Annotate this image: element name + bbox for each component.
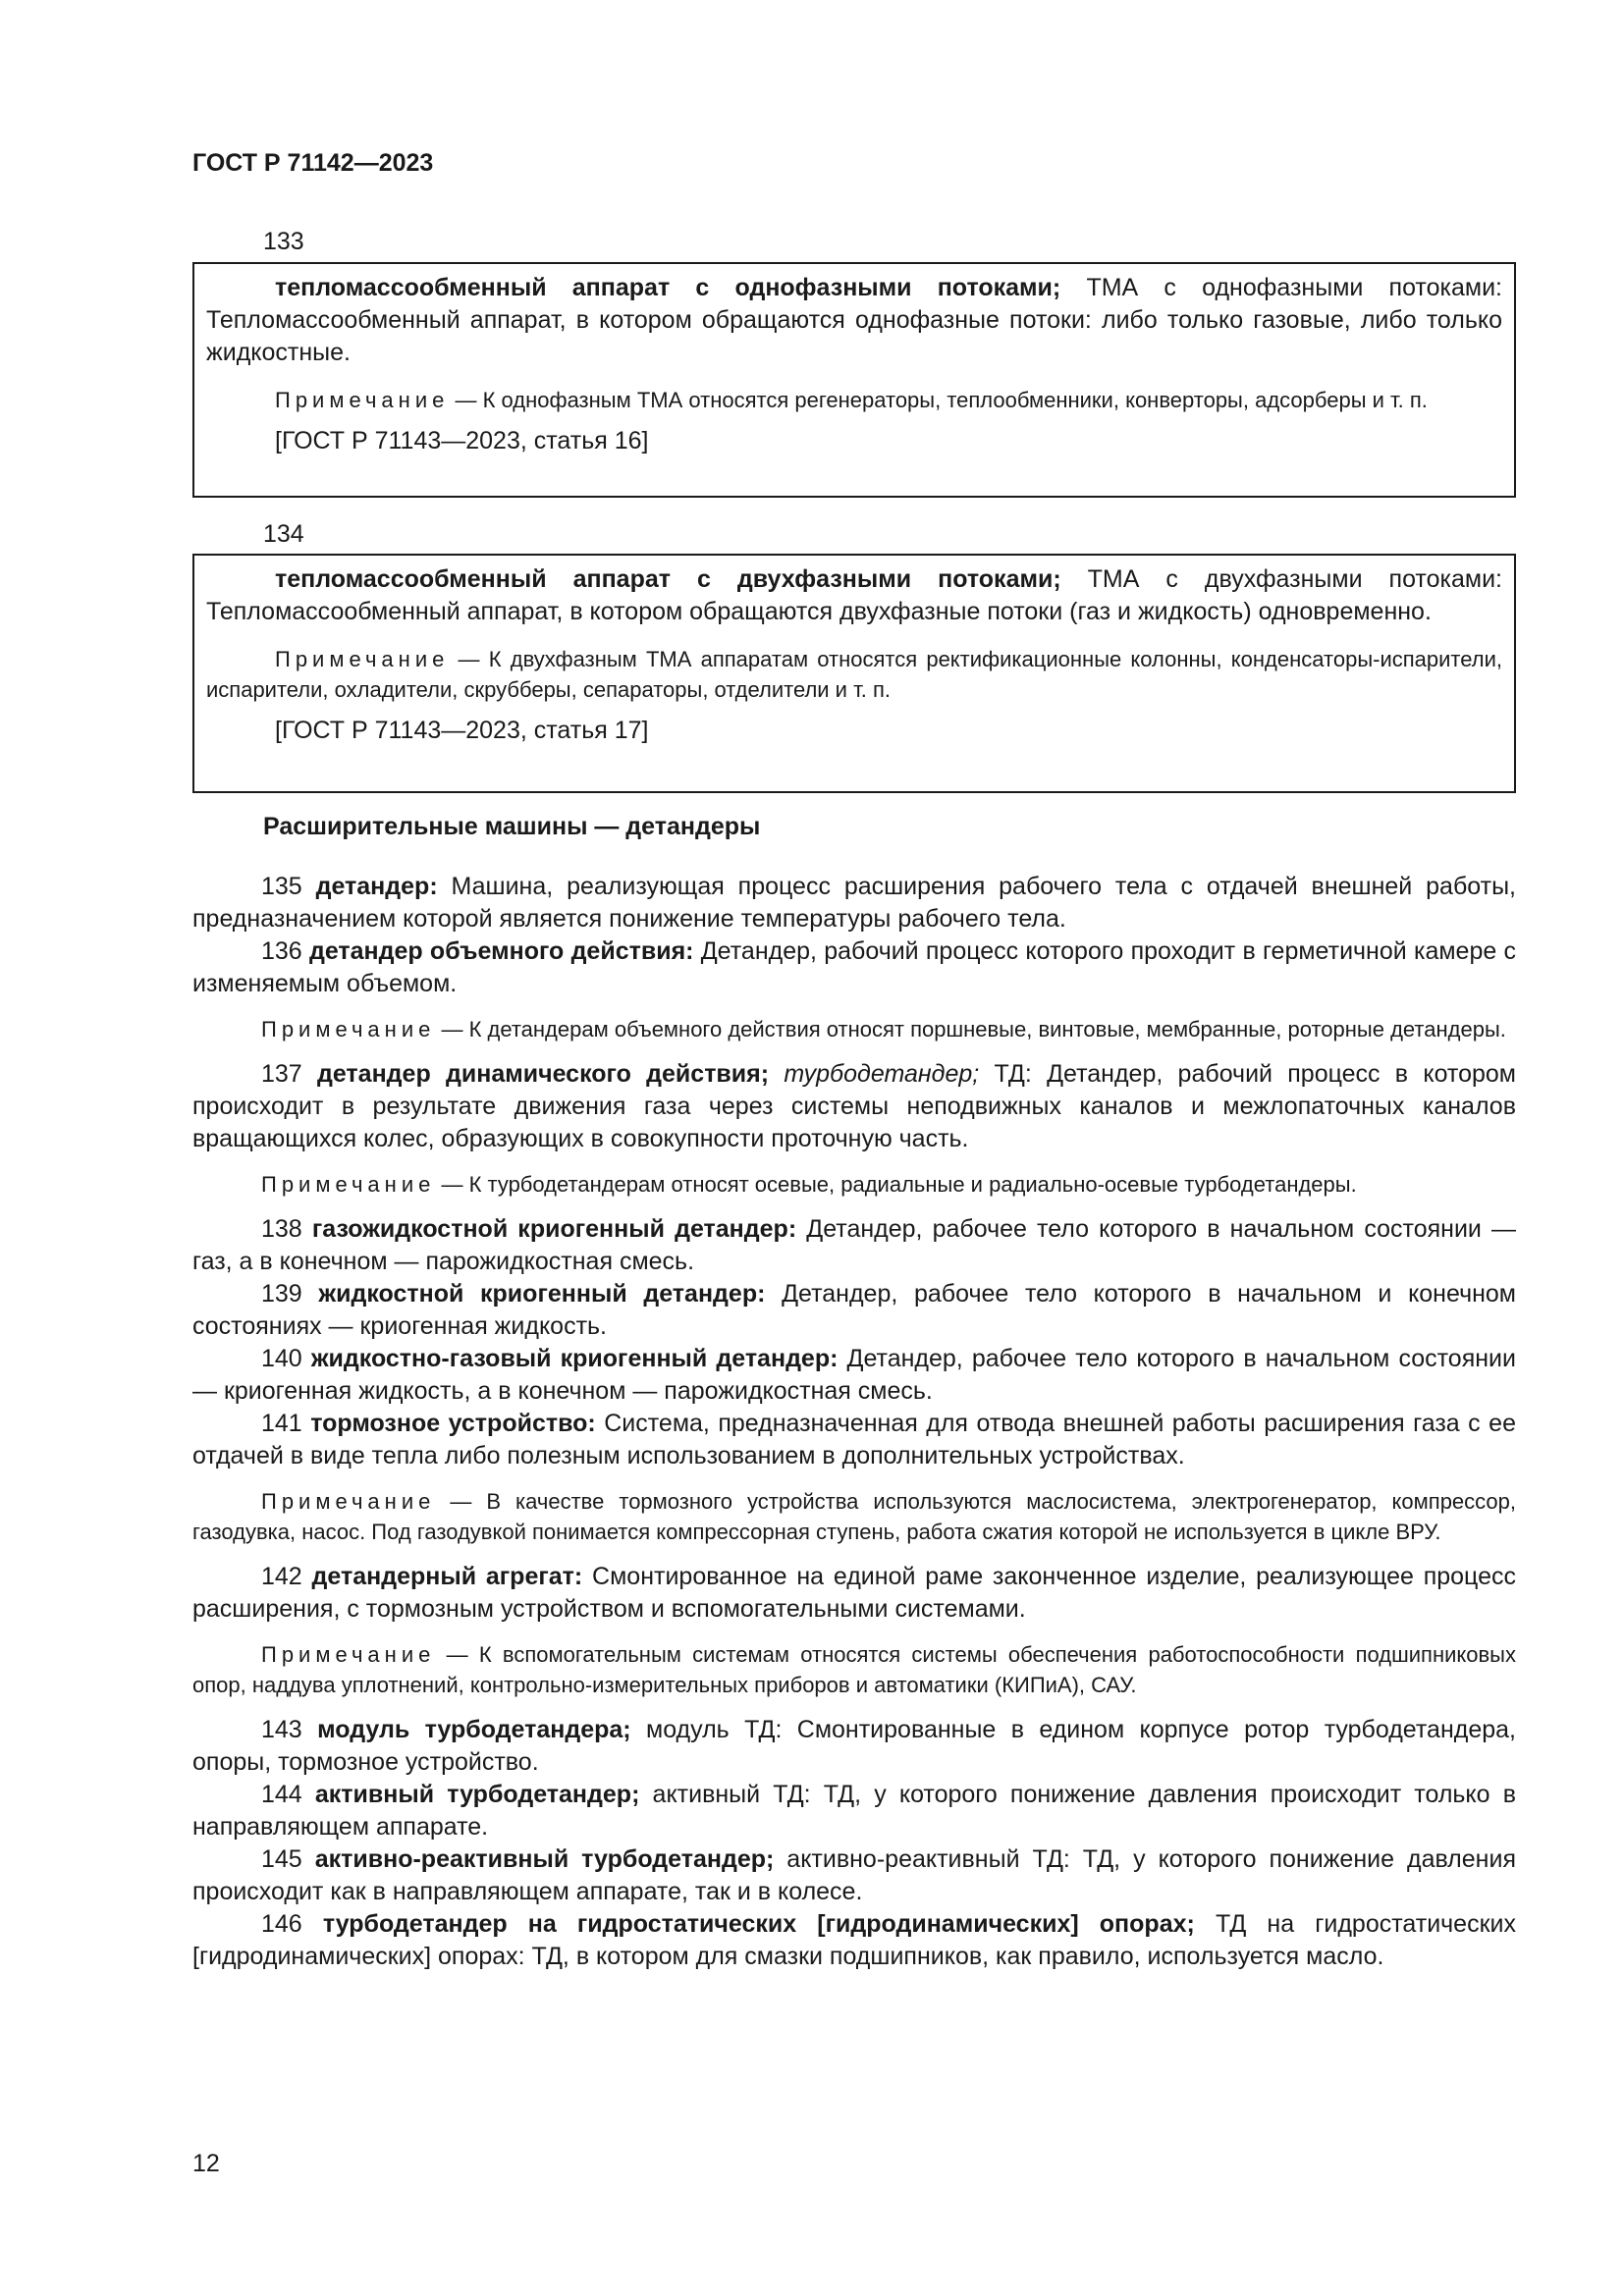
entry-text: ТД: Детандер, рабочий процесс в котором происходит в результате движения газа через системы неподвижных каналов и межлопаточных каналов вращающихся колес, образующих в совокупности проточную часть. — [192, 1060, 1516, 1152]
note-label: Примечание — [275, 388, 450, 412]
term-title: тепломассообменный аппарат с двухфазными потоками; — [275, 565, 1061, 593]
entry-term: активно-реактивный турбодетандер; — [314, 1845, 775, 1873]
note-label: Примечание — [275, 647, 450, 671]
source-reference-134: [ГОСТ Р 71143—2023, статья 17] — [275, 717, 649, 744]
entry-term: детандер объемного действия: — [308, 937, 694, 965]
entry-text: Детандер, рабочий процесс которого проходит в герметичной камере с изменяемым объемом. — [192, 937, 1516, 997]
entry-137 — [192, 1058, 1516, 1155]
entry-number: 136 — [261, 937, 309, 965]
entry-number: 138 — [261, 1215, 312, 1243]
entry-text: активный ТД: ТД, у которого понижение давления происходит только в направляющем аппарате. — [192, 1781, 1516, 1841]
note-label: Примечание — [261, 1172, 436, 1197]
entry-text: активно-реактивный ТД: ТД, у которого понижение давления происходит как в направляющем аппарате, так и в колесе. — [192, 1845, 1516, 1905]
note-label: Примечание — [261, 1489, 436, 1514]
entry-number: 142 — [261, 1563, 312, 1590]
note-141 — [192, 1486, 1516, 1547]
entry-number: 145 — [261, 1845, 315, 1873]
entry-term: модуль турбодетандера; — [317, 1716, 631, 1743]
entry-136 — [192, 935, 1516, 1000]
main-text — [192, 813, 1516, 1973]
entry-number: 135 — [261, 873, 316, 900]
entry-number: 144 — [261, 1781, 315, 1808]
entry-141 — [192, 1408, 1516, 1472]
note-137 — [192, 1169, 1516, 1200]
entry-number: 141 — [261, 1410, 311, 1437]
term-text: ТМА с двухфазными потоками: Тепломассообменный аппарат, в котором обращаются двухфазные потоки (газ и жидкость) одновременно. — [206, 565, 1502, 625]
term-box-134 — [192, 554, 1516, 793]
note-134 — [206, 644, 1502, 705]
entry-number: 146 — [261, 1910, 323, 1938]
section-title: Расширительные машины — детандеры — [263, 813, 761, 840]
entry-term: газожидкостной криогенный детандер: — [311, 1215, 797, 1243]
entry-number: 137 — [261, 1060, 317, 1088]
note-text: — В качестве тормозного устройства используются маслосистема, электрогенератор, компрессор, газодувка, насос. Под газодувкой понимается компрессорная ступень, работа сжатия которой не используется в цикле ВРУ. — [192, 1489, 1516, 1544]
entry-number: 140 — [261, 1345, 311, 1372]
term-definition-134 — [206, 563, 1502, 628]
entry-term: активный турбодетандер; — [314, 1781, 640, 1808]
entry-text: Детандер, рабочее тело которого в начальном и конечном состояниях — криогенная жидкость. — [192, 1280, 1516, 1340]
entry-term: детандер: — [315, 873, 438, 900]
term-text: ТМА с однофазными потоками: Тепломассообменный аппарат, в котором обращаются однофазные потоки: либо только газовые, либо только жидкостные. — [206, 274, 1502, 366]
entry-144 — [192, 1779, 1516, 1843]
entry-term: тормозное устройство: — [310, 1410, 596, 1437]
entry-term: детандер динамического действия; — [316, 1060, 770, 1088]
note-label: Примечание — [261, 1017, 436, 1041]
entry-term: жидкостной криогенный детандер: — [318, 1280, 766, 1308]
entry-term: турбодетандер на гидростатических [гидродинамических] опорах; — [322, 1910, 1195, 1938]
note-text: — К однофазным ТМА относятся регенераторы, теплообменники, конверторы, адсорберы и т. п. — [449, 388, 1428, 412]
entry-text: Детандер, рабочее тело которого в начальном состоянии — газ, а в конечном — парожидкостная смесь. — [192, 1215, 1517, 1275]
entry-135 — [192, 871, 1516, 935]
entry-text: ТД на гидростатических [гидродинамических] опорах: ТД, в котором для смазки подшипников, как правило, используется масло. — [192, 1910, 1516, 1970]
term-box-133 — [192, 262, 1516, 498]
source-reference-133: [ГОСТ Р 71143—2023, статья 16] — [275, 427, 649, 454]
entry-term: детандерный агрегат: — [311, 1563, 583, 1590]
note-136 — [192, 1014, 1516, 1044]
entry-text: Система, предназначенная для отвода внешней работы расширения газа с ее отдачей в виде тепла либо полезным использованием в дополнительных устройствах. — [192, 1410, 1516, 1469]
entry-text: Смонтированное на единой раме законченное изделие, реализующее процесс расширения, с тормозным устройством и вспомогательными системами. — [192, 1563, 1516, 1623]
entry-146 — [192, 1908, 1516, 1973]
term-number-133: 133 — [263, 228, 304, 255]
entry-140 — [192, 1343, 1516, 1408]
standard-header: ГОСТ Р 71142—2023 — [192, 149, 434, 177]
entry-142 — [192, 1561, 1516, 1626]
note-142 — [192, 1639, 1516, 1700]
entry-text: модуль ТД: Смонтированные в едином корпусе ротор турбодетандера, опоры, тормозное устройство. — [192, 1716, 1517, 1776]
note-133 — [206, 385, 1502, 415]
entry-143 — [192, 1714, 1516, 1779]
entry-138 — [192, 1213, 1516, 1278]
term-number-134: 134 — [263, 520, 304, 548]
note-text: — К турбодетандерам относят осевые, радиальные и радиально-осевые турбодетандеры. — [435, 1172, 1357, 1197]
term-definition-133 — [206, 272, 1502, 369]
page-number: 12 — [192, 2150, 220, 2177]
note-text: — К вспомогательным системам относятся системы обеспечения работоспособности подшипниковых опор, наддува уплотнений, контрольно-измерительных приборов и автоматики (КИПиА), САУ. — [192, 1642, 1516, 1697]
entry-139 — [192, 1278, 1516, 1343]
note-label: Примечание — [261, 1642, 436, 1667]
entry-145 — [192, 1843, 1516, 1908]
note-text: — К двухфазным ТМА аппаратам относятся ректификационные колонны, конденсаторы-испарители, испарители, охладители, скрубберы, сепараторы, отделители и т. п. — [206, 647, 1502, 702]
term-title: тепломассообменный аппарат с однофазными потоками; — [275, 274, 1061, 301]
entry-text: Детандер, рабочее тело которого в начальном состоянии — криогенная жидкость, а в конечном — парожидкостная смесь. — [192, 1345, 1516, 1405]
entry-text: Машина, реализующая процесс расширения рабочего тела с отдачей внешней работы, предназначением которой является понижение температуры рабочего тела. — [192, 873, 1516, 933]
entry-term: жидкостно-газовый криогенный детандер: — [310, 1345, 839, 1372]
entry-synonym: турбодетандер; — [769, 1060, 980, 1088]
note-text: — К детандерам объемного действия относят поршневые, винтовые, мембранные, роторные детандеры. — [435, 1017, 1506, 1041]
entry-number: 139 — [261, 1280, 319, 1308]
entry-number: 143 — [261, 1716, 318, 1743]
